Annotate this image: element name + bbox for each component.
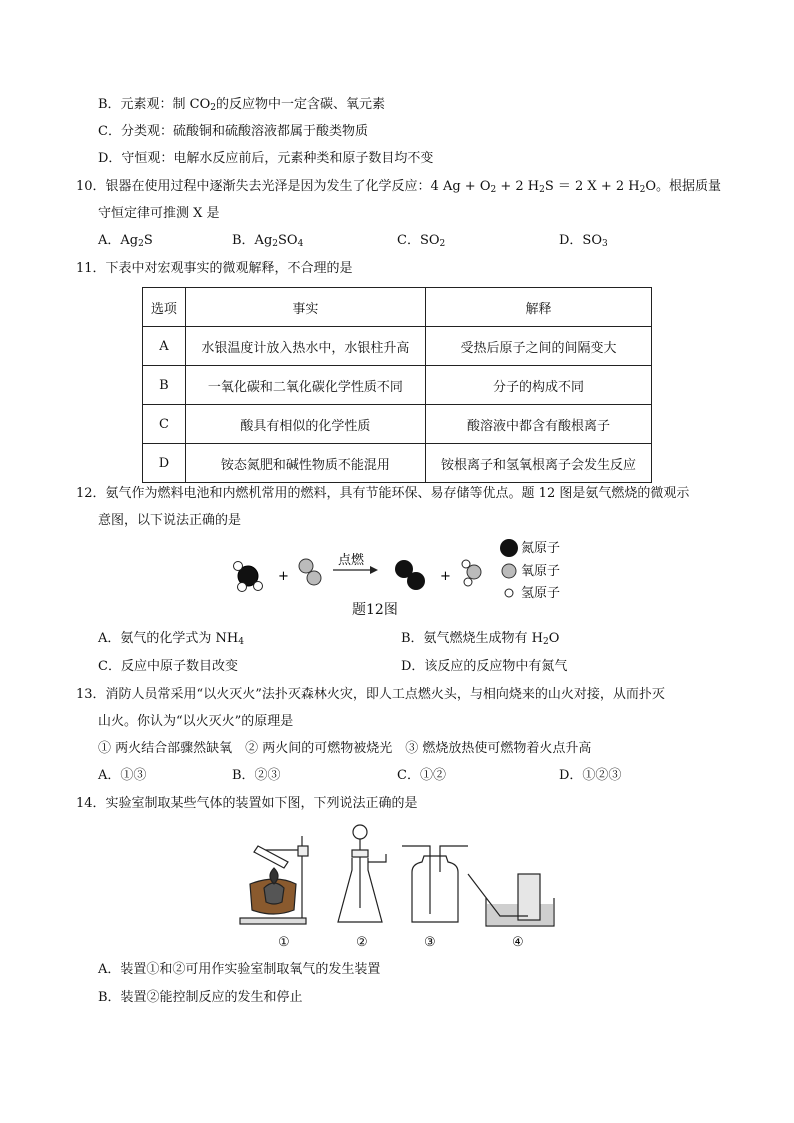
apparatus-label-3: ③ [424, 935, 436, 950]
plus-sign: + [440, 569, 451, 584]
legend-nitrogen: 氮原子 [521, 541, 561, 556]
legend-hydrogen: 氢原子 [521, 586, 561, 601]
table-cell: 铵态氮肥和碱性物质不能混用 [185, 444, 425, 483]
q13-option-d: D．①②③ [559, 768, 622, 783]
table-cell: 分子的构成不同 [425, 366, 651, 405]
q12-option-c: C．反应中原子数目改变 [98, 659, 238, 674]
table-cell: C [143, 405, 186, 444]
q10-option-c: C．$SO_2$ [397, 233, 446, 249]
table-header-row [143, 288, 652, 327]
q12-option-a: A．氨气的化学式为 $NH_4$ [98, 631, 244, 647]
q12-stem: 12．氨气作为燃料电池和内燃机常用的燃料，具有节能环保、易存储等优点。题 12 图是氨气燃烧的微观示 [76, 486, 690, 501]
table-cell: A [143, 327, 186, 366]
apparatus-label-2: ② [356, 935, 368, 950]
heating-apparatus-icon [240, 836, 308, 924]
table-cell: 受热后原子之间的间隔变大 [425, 327, 651, 366]
q12-option-b: B．氨气燃烧生成物有 $H_2O$ [401, 631, 560, 647]
table-row [143, 327, 652, 366]
q12-option-d: D．该反应的反应物中有氮气 [401, 659, 568, 674]
apparatus-label-4: ④ [512, 935, 524, 950]
q13-statements: ① 两火结合部骤然缺氧 ② 两火间的可燃物被烧光 ③ 燃烧放热使可燃物着火点升高 [98, 741, 592, 756]
q14-stem: 14．实验室制取某些气体的装置如下图，下列说法正确的是 [76, 796, 418, 811]
table-cell: 水银温度计放入热水中，水银柱升高 [185, 327, 425, 366]
q10-option-a: A．$Ag_2S$ [98, 233, 153, 249]
water-molecule-icon [462, 560, 481, 586]
table-cell: 酸溶液中都含有酸根离子 [425, 405, 651, 444]
q9-option-b: B．元素观：制 $CO_2$的反应物中一定含碳、氧元素 [98, 97, 386, 113]
table-row [143, 405, 652, 444]
arrow-label: 点燃 [338, 553, 365, 568]
q10-option-b: B．$Ag_2SO_4$ [232, 233, 304, 249]
header-option: 选项 [143, 288, 186, 327]
nitrogen-molecule-icon [395, 560, 425, 590]
water-trough-icon [468, 874, 554, 926]
q12-figure-caption: 题12图 [352, 602, 398, 618]
table-cell: 一氧化碳和二氧化碳化学性质不同 [185, 366, 425, 405]
table-cell: 铵根离子和氢氧根离子会发生反应 [425, 444, 651, 483]
header-explanation: 解释 [425, 288, 651, 327]
q13-stem: 13．消防人员常采用“以火灭火”法扑灭森林火灾，即人工点燃火头，与相向烧来的山火对接，从而扑灭 [76, 687, 665, 702]
q12-stem-line2: 意图，以下说法正确的是 [98, 513, 242, 528]
q14-apparatus-diagram [236, 818, 566, 933]
table-row [143, 366, 652, 405]
table-row [143, 444, 652, 483]
q14-option-b: B．装置②能控制反应的发生和停止 [98, 990, 303, 1005]
q10-stem-line2: 守恒定律可推测 X 是 [98, 206, 220, 221]
q13-option-b: B．②③ [232, 768, 281, 783]
q13-option-c: C．①② [397, 768, 446, 783]
conical-flask-icon [338, 825, 386, 922]
nitrogen-atom-legend-icon [500, 539, 518, 557]
table-cell: B [143, 366, 186, 405]
header-fact: 事实 [185, 288, 425, 327]
legend-oxygen: 氧原子 [521, 564, 561, 579]
q14-option-a: A．装置①和②可用作实验室制取氧气的发生装置 [98, 962, 381, 977]
oxygen-molecule-icon [299, 559, 321, 585]
q13-stem-line2: 山火。你认为“以火灭火”的原理是 [98, 714, 294, 729]
table-cell: D [143, 444, 186, 483]
table-cell: 酸具有相似的化学性质 [185, 405, 425, 444]
plus-sign: + [278, 569, 289, 584]
apparatus-label-1: ① [278, 935, 290, 950]
q9-option-d: D．守恒观：电解水反应前后，元素种类和原子数目均不变 [98, 151, 434, 166]
q13-option-a: A．①③ [98, 768, 147, 783]
q10-stem: 10．银器在使用过程中逐渐失去光泽是因为发生了化学反应：4 $Ag + O_2 + 2$ $H_2S = 2$ X + 2 $H_2O$。根据质量 [76, 179, 721, 195]
q9-option-c: C．分类观：硫酸铜和硫酸溶液都属于酸类物质 [98, 124, 368, 139]
oxygen-atom-legend-icon [502, 564, 516, 578]
q11-stem: 11．下表中对宏观事实的微观解释，不合理的是 [76, 261, 353, 276]
q10-option-d: D．$SO_3$ [559, 233, 608, 249]
ammonia-molecule-icon [234, 562, 263, 592]
gas-bottle-icon [402, 846, 468, 922]
hydrogen-atom-legend-icon [505, 589, 513, 597]
q11-table [142, 287, 652, 483]
